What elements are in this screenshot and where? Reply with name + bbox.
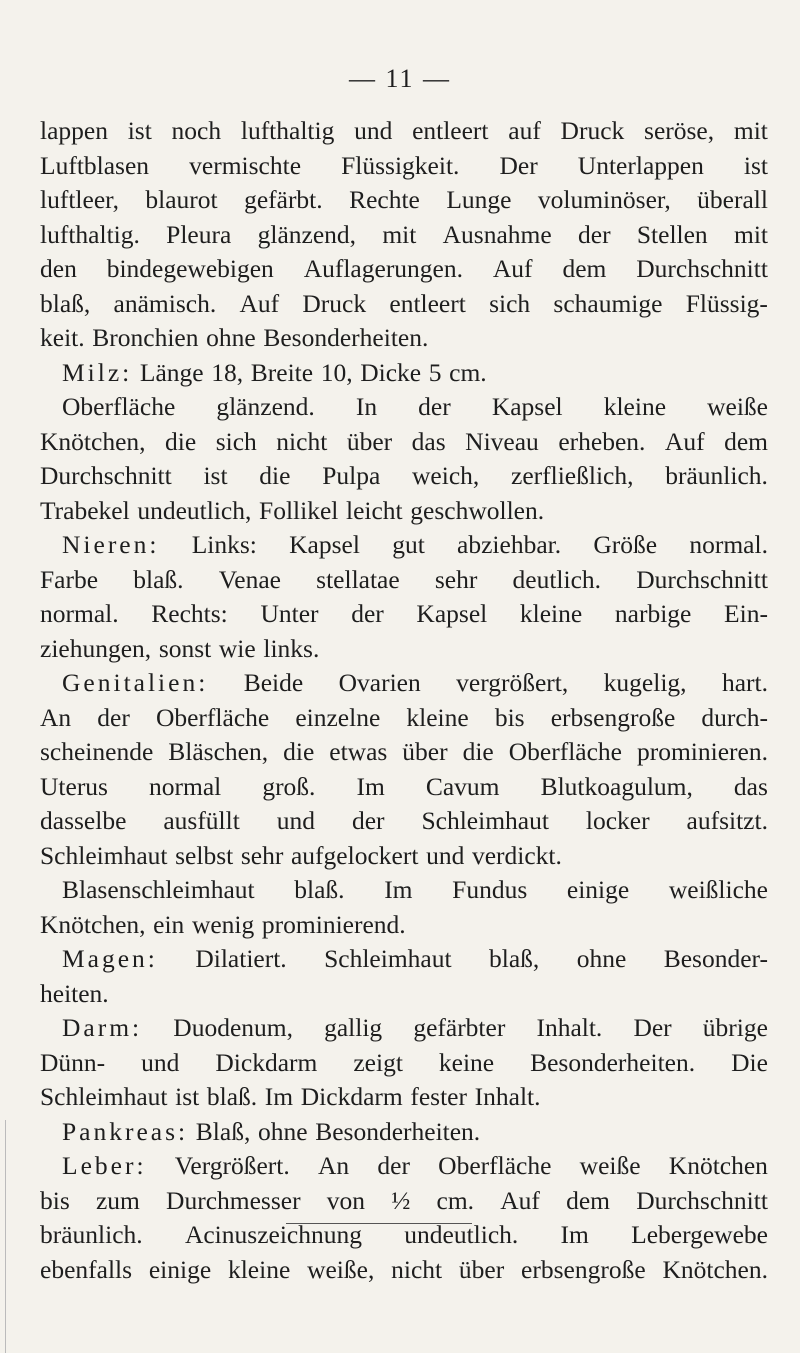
text-word: Der: [499, 150, 538, 180]
text-word: Druck: [302, 288, 367, 318]
text-word: aufgelockert: [290, 840, 419, 870]
text-word: zeigt: [353, 1047, 403, 1077]
text-word: Schleimhaut: [40, 840, 168, 870]
text-line: [40, 459, 768, 494]
text-word: In: [355, 392, 378, 421]
text-word: Schleimhaut: [40, 1082, 168, 1111]
text-word: geschwollen.: [410, 495, 545, 525]
text-word: fester: [410, 1082, 467, 1111]
text-word: lufthaltig.: [40, 219, 140, 249]
text-word: gefärbt.: [244, 185, 323, 214]
text-word: ein: [153, 909, 185, 939]
text-line: [40, 1184, 768, 1219]
text-word: ohne: [257, 1116, 308, 1146]
text-word: Schleimhaut: [324, 944, 452, 973]
text-word: keine: [438, 1047, 495, 1077]
text-word: kleine: [603, 392, 667, 421]
text-word: narbige: [614, 599, 692, 628]
text-word: Bronchien: [92, 323, 199, 352]
text-word: und: [426, 840, 465, 870]
text-word: blaß,: [489, 944, 540, 973]
text-word: Durchschnitt: [636, 1185, 768, 1215]
text-word: kleine: [227, 1254, 291, 1284]
body-text: [40, 114, 768, 1287]
text-word: Follikel: [259, 495, 339, 525]
text-line: [40, 597, 768, 632]
text-word: dasselbe: [40, 806, 127, 835]
text-word: einzelne: [295, 702, 381, 732]
text-word: Besonderheiten.: [315, 1116, 481, 1146]
text-word: cm.: [449, 357, 487, 387]
text-word: Schleimhaut: [421, 806, 549, 835]
text-word: Größe: [593, 530, 658, 559]
text-word: Blasenschleimhaut: [62, 875, 255, 904]
text-word: über: [402, 737, 448, 766]
text-word: sehr: [240, 840, 284, 870]
text-word: die: [165, 426, 197, 456]
text-word: nicht: [391, 1254, 443, 1284]
text-word: luftleer,: [40, 185, 119, 214]
text-word: Beide: [243, 668, 304, 697]
text-word: einige: [148, 1254, 212, 1284]
text-word: heiten.: [40, 978, 109, 1008]
text-word: wenig: [191, 909, 255, 939]
text-word: etwas: [329, 737, 388, 766]
text-word: stellatae: [316, 564, 400, 594]
text-line: [40, 563, 768, 598]
text-word: Darm:: [62, 1013, 143, 1042]
text-word: vergrößert,: [456, 668, 569, 697]
text-word: Rechte: [349, 185, 420, 214]
text-word: über: [458, 1254, 505, 1284]
text-word: weiße,: [307, 1254, 375, 1284]
text-word: Bläschen,: [168, 737, 269, 766]
text-word: Auf: [239, 288, 280, 318]
text-word: An: [317, 1151, 350, 1180]
text-word: Vergrößert.: [174, 1151, 290, 1180]
page-edge-line: [5, 1120, 6, 1353]
text-word: ist: [203, 461, 228, 490]
text-word: und: [141, 1047, 180, 1077]
text-word: bräunlich.: [665, 461, 768, 490]
text-word: glänzend,: [257, 219, 357, 249]
text-word: auf: [508, 116, 541, 145]
text-word: 10,: [320, 357, 353, 387]
text-word: Trabekel: [40, 495, 130, 525]
text-line: [40, 770, 768, 805]
text-word: die: [462, 737, 494, 766]
text-word: seröse,: [644, 116, 715, 145]
footer-rule: [286, 1223, 472, 1224]
text-word: Kapsel: [289, 530, 360, 559]
text-word: Knötchen,: [40, 909, 146, 939]
text-word: Durchschnitt: [40, 461, 172, 490]
text-word: kleine: [406, 702, 469, 732]
text-word: den: [40, 254, 77, 283]
text-line: [40, 1046, 768, 1081]
text-word: Knötchen.: [662, 1254, 768, 1284]
text-word: erbsengroße: [521, 1254, 646, 1284]
text-word: ist: [127, 116, 152, 145]
text-word: blaurot: [145, 185, 218, 214]
text-line: [40, 839, 768, 874]
text-word: noch: [171, 116, 222, 145]
text-word: mit: [733, 219, 768, 249]
text-word: überall: [697, 185, 768, 214]
text-line: [40, 252, 768, 287]
text-word: Kapsel: [491, 392, 563, 421]
text-word: Cavum: [425, 771, 500, 801]
text-word: abziehbar.: [457, 530, 562, 559]
text-word: Im: [264, 1082, 294, 1111]
text-word: nicht: [276, 426, 328, 456]
text-line: [40, 528, 768, 563]
text-word: von: [326, 1185, 366, 1215]
text-word: aufsitzt.: [686, 806, 768, 835]
text-word: weich,: [412, 461, 480, 490]
text-word: ohne: [206, 323, 256, 352]
text-word: Inhalt.: [474, 1082, 541, 1111]
text-line: [40, 425, 768, 460]
text-word: Farbe: [40, 564, 99, 594]
text-word: und: [276, 806, 316, 835]
text-word: bindegewebigen: [106, 254, 274, 283]
text-word: Genitalien:: [62, 668, 209, 697]
text-line: [40, 494, 768, 529]
text-word: Der: [633, 1013, 672, 1042]
text-word: blaß,: [40, 288, 91, 318]
text-word: Venae: [218, 564, 281, 594]
text-word: normal.: [689, 530, 768, 559]
text-word: verdickt.: [471, 840, 562, 870]
page-number: — 11 —: [348, 64, 452, 93]
text-word: Niveau: [465, 426, 539, 456]
text-word: Flüssig-: [685, 288, 768, 318]
text-word: Ovarien: [338, 668, 421, 697]
text-word: Die: [731, 1047, 768, 1077]
text-word: Duodenum,: [173, 1013, 293, 1042]
text-line: [40, 149, 768, 184]
text-word: Blutkoagulum,: [540, 771, 693, 801]
text-word: zum: [95, 1185, 140, 1215]
text-word: Durchschnitt: [636, 564, 768, 594]
text-word: voluminöser,: [537, 185, 671, 214]
text-word: Flüssigkeit.: [341, 150, 460, 180]
text-word: und: [354, 116, 393, 145]
text-word: ist: [743, 150, 768, 180]
text-word: deutlich.: [512, 564, 602, 594]
text-line: [40, 1253, 768, 1288]
text-line: [40, 977, 768, 1012]
text-word: Fundus: [452, 875, 528, 904]
text-word: Durchschnitt: [636, 254, 768, 283]
text-word: Dicke: [360, 357, 422, 387]
text-word: Ein-: [724, 599, 768, 628]
text-line: [40, 873, 768, 908]
text-line: [40, 218, 768, 253]
text-word: ebenfalls: [40, 1254, 133, 1284]
text-word: Milz:: [62, 357, 133, 387]
text-word: Besonderheiten.: [263, 323, 429, 352]
text-word: Kapsel: [416, 599, 488, 628]
text-word: das: [411, 426, 446, 456]
text-word: der: [97, 702, 130, 732]
text-word: Acinuszeichnung: [184, 1220, 362, 1249]
text-word: hart.: [721, 668, 768, 697]
text-word: 18,: [211, 357, 244, 387]
text-word: blaß.: [294, 875, 345, 904]
text-word: Ausnahme: [442, 219, 552, 249]
text-word: selbst: [175, 840, 234, 870]
text-word: über: [346, 426, 393, 456]
text-word: Auf: [664, 426, 705, 456]
text-word: Nieren:: [62, 530, 160, 559]
text-word: sonst: [158, 633, 212, 663]
text-word: prominierend.: [261, 909, 406, 939]
text-word: mit: [733, 116, 768, 145]
text-line: [40, 1011, 768, 1046]
text-word: blaß.: [133, 564, 184, 594]
text-word: Im: [384, 875, 413, 904]
text-word: An: [40, 702, 72, 732]
text-word: Pleura: [166, 219, 232, 249]
text-word: gut: [392, 530, 425, 559]
text-word: locker: [585, 806, 650, 835]
text-word: Leber:: [62, 1151, 147, 1180]
text-word: leicht: [346, 495, 403, 525]
text-word: übrige: [702, 1013, 768, 1042]
text-word: der: [377, 1151, 410, 1180]
text-line: [40, 1080, 768, 1115]
text-word: Auflagerungen.: [303, 254, 464, 283]
text-word: Magen:: [62, 944, 158, 973]
text-word: glänzend.: [216, 392, 315, 421]
text-word: Oberfläche: [508, 737, 622, 766]
text-word: entleert: [389, 288, 466, 318]
text-word: gefärbter: [413, 1013, 506, 1042]
text-word: Stellen: [636, 219, 708, 249]
text-word: cm.: [436, 1185, 475, 1215]
text-word: bräunlich.: [40, 1220, 143, 1249]
text-line: [40, 356, 768, 391]
text-word: keit.: [40, 323, 85, 352]
text-line: [40, 1149, 768, 1184]
text-word: bis: [40, 1185, 70, 1215]
text-word: links.: [263, 633, 320, 663]
text-word: Dünn-: [40, 1047, 106, 1077]
text-word: ziehungen,: [40, 633, 152, 663]
text-line: [40, 321, 768, 356]
text-word: Unter: [260, 599, 319, 628]
text-line: [40, 390, 768, 425]
text-word: einige: [566, 875, 630, 904]
text-word: prominieren.: [636, 737, 768, 766]
text-word: Lunge: [446, 185, 512, 214]
text-word: kleine: [519, 599, 583, 628]
text-word: Auf: [492, 254, 533, 283]
text-word: der: [351, 599, 384, 628]
text-word: dem: [724, 426, 768, 456]
text-word: zerfließlich,: [511, 461, 634, 490]
text-word: ausfüllt: [163, 806, 240, 835]
text-word: Oberfläche: [438, 1151, 552, 1180]
text-word: Links:: [191, 530, 257, 559]
text-line: [40, 942, 768, 977]
text-word: ½: [391, 1185, 411, 1215]
text-line: [40, 632, 768, 667]
text-word: der: [578, 219, 611, 249]
text-word: Im: [356, 771, 385, 801]
text-word: Luftblasen: [40, 150, 150, 180]
text-word: Besonderheiten.: [530, 1047, 696, 1077]
text-word: Dilatiert.: [195, 944, 287, 973]
text-word: Breite: [250, 357, 314, 387]
text-word: die: [259, 461, 291, 490]
text-word: Länge: [139, 357, 204, 387]
text-word: dem: [562, 254, 607, 283]
text-word: Rechts:: [151, 599, 228, 628]
text-word: erbsengroße: [550, 702, 676, 732]
text-word: schaumige: [553, 288, 663, 318]
text-line: [40, 804, 768, 839]
text-word: Blaß,: [195, 1116, 251, 1146]
text-word: ohne: [576, 944, 627, 973]
text-word: 5: [428, 357, 442, 387]
text-word: Knötchen,: [40, 426, 146, 456]
text-word: mit: [382, 219, 417, 249]
text-word: das: [733, 771, 768, 801]
text-word: erheben.: [558, 426, 646, 456]
text-word: Im: [560, 1220, 589, 1249]
text-word: Lebergewebe: [631, 1220, 768, 1249]
text-word: Unterlappen: [577, 150, 704, 180]
text-line: [40, 114, 768, 149]
text-word: durch-: [701, 702, 768, 732]
text-line: [40, 666, 768, 701]
text-word: Knötchen: [668, 1151, 768, 1180]
text-line: [40, 1115, 768, 1150]
text-word: die: [283, 737, 315, 766]
text-word: sehr: [434, 564, 478, 594]
text-word: Oberfläche: [62, 392, 176, 421]
text-word: kugelig,: [603, 668, 687, 697]
text-line: [40, 735, 768, 770]
text-word: Pulpa: [322, 461, 381, 490]
text-word: normal.: [40, 599, 119, 628]
text-word: gallig: [324, 1013, 383, 1042]
text-word: Druck: [560, 116, 625, 145]
text-word: Durchmesser: [166, 1185, 301, 1215]
text-word: sich: [215, 426, 257, 456]
text-word: Auf: [500, 1185, 540, 1215]
text-word: entleert: [412, 116, 489, 145]
text-word: Inhalt.: [536, 1013, 603, 1042]
text-word: blaß.: [206, 1082, 258, 1111]
text-word: normal: [149, 771, 222, 801]
text-word: anämisch.: [113, 288, 217, 318]
text-word: lappen: [40, 116, 108, 145]
text-word: ist: [175, 1082, 200, 1111]
text-word: weißliche: [668, 875, 768, 904]
text-word: Oberfläche: [155, 702, 270, 732]
text-line: [40, 908, 768, 943]
text-line: [40, 183, 768, 218]
text-word: groß.: [262, 771, 316, 801]
text-word: lufthaltig: [240, 116, 335, 145]
text-word: Besonder-: [663, 944, 768, 973]
text-word: vermischte: [189, 150, 302, 180]
text-word: undeutlich,: [137, 495, 252, 525]
text-word: Uterus: [40, 771, 108, 801]
text-word: der: [351, 806, 385, 835]
text-word: bis: [494, 702, 525, 732]
text-word: undeutlich.: [404, 1220, 519, 1249]
text-word: sich: [489, 288, 531, 318]
text-word: weiße: [707, 392, 768, 421]
text-line: [40, 701, 768, 736]
text-word: Pankreas:: [62, 1116, 189, 1146]
text-word: scheinende: [40, 737, 154, 766]
text-word: dem: [566, 1185, 611, 1215]
text-line: [40, 287, 768, 322]
text-word: der: [418, 392, 451, 421]
text-word: weiße: [579, 1151, 641, 1180]
text-word: Dickdarm: [300, 1082, 403, 1111]
text-word: Dickdarm: [215, 1047, 318, 1077]
text-word: wie: [218, 633, 256, 663]
